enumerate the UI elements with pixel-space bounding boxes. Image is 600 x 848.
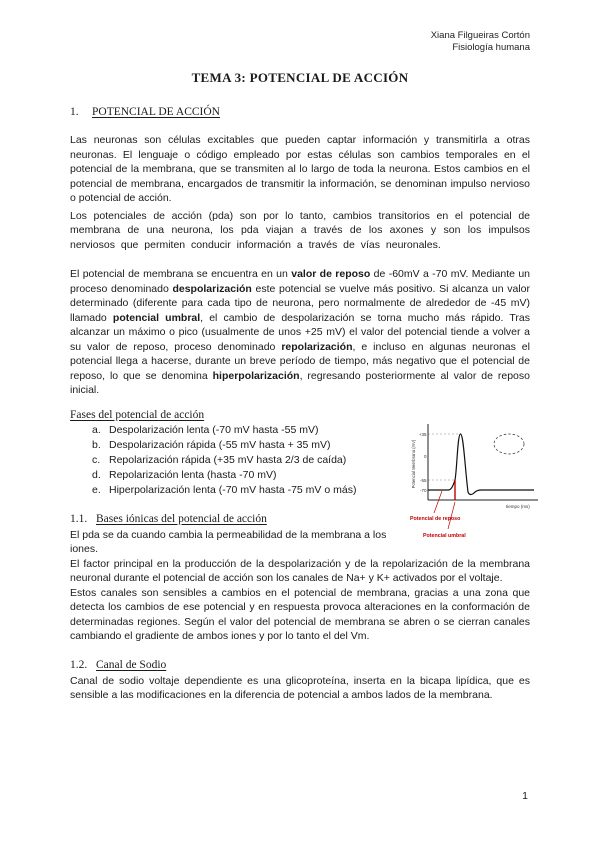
action-potential-figure — [408, 418, 556, 553]
paragraph-sodium-channel: Canal de sodio voltaje dependiente es una glicoproteína, inserta en la bicapa lipídica, que es sensible a las modificaciones en la diferencia de potencial a ambos lados de la membrana. — [70, 674, 530, 701]
list-marker: d. — [92, 468, 101, 481]
dashed-ellipse-annotation — [494, 434, 524, 454]
y-tick-55: -55 — [419, 478, 427, 483]
annotation-potencial-de-reposo: Potencial de reposo — [410, 516, 461, 522]
x-axis-label: tiempo (ms) — [506, 504, 530, 509]
term-repolarizacion: repolarización — [281, 340, 353, 353]
list-marker: a. — [92, 423, 101, 436]
text-run: El potencial de membrana se encuentra en un — [70, 268, 292, 280]
y-axis-label: Potencial Membrana (mV) — [411, 439, 416, 489]
y-tick-70: -70 — [419, 488, 427, 493]
list-item-text: Despolarización rápida (-55 mV hasta + 35 mV) — [109, 438, 331, 451]
reposo-leader-line — [434, 491, 442, 513]
action-potential-chart — [408, 418, 556, 553]
paragraph-channel-sensitivity: Estos canales son sensibles a cambios en el potencial de membrana, gracias a una zona que detecta los cambios de ese potencial y en respuesta provoca alteraciones en la conformación de determinadas regiones. Según el valor del potencial de membrana se abren o se cierran canales cambiando el gradiente de ambos iones y por lo tanto el del Vm. — [70, 586, 530, 642]
document-title: TEMA 3: POTENCIAL DE ACCIÓN — [191, 70, 409, 85]
list-item-text: Hiperpolarización lenta (-70 mV hasta -75 mV o más) — [109, 483, 357, 496]
page-number: 1 — [522, 790, 528, 802]
document-header — [70, 30, 530, 54]
list-marker: e. — [92, 483, 101, 496]
section-1-2-number: 1.2. — [70, 658, 88, 671]
list-item-text: Repolarización rápida (+35 mV hasta 2/3 de caída) — [109, 453, 347, 466]
term-despolarizacion: despolarización — [172, 282, 252, 295]
action-potential-curve — [428, 434, 534, 495]
term-hiperpolarizacion: hiperpolarización — [212, 369, 300, 382]
paragraph-neurons: Las neuronas son células excitables que pueden captar información y transmitirla a otras neuronas. El lenguaje o código empleado por estas células son cambios temporales en el potencial de la membrana, que se transmiten al lo largo de toda la neurona. Estos cambios en el potencial de membrana, encargados de transmitir la información, se denominan impulso nervioso o potencial de acción. — [70, 134, 530, 204]
text-run: , e incluso en algunas neuronas el potencial llega a hacerse, durante un breve período de tiempo, más negativo que el potencial de reposo, lo que se denomina — [70, 340, 530, 382]
text-run: este potencial se vuelve más positivo. Si alcanza un valor determinado (diferente para cada tipo de neurona, pero normalmente de alrededor de -45 mV) llamado — [70, 282, 530, 324]
section-1-2-text: Canal de Sodio — [96, 658, 167, 671]
author-name: Xiana Filgueiras Cortón — [430, 30, 530, 41]
text-run: de -60mV a -70 mV. Mediante un proceso denominado — [70, 268, 530, 295]
list-marker: c. — [92, 453, 101, 466]
text-run: , el cambio de despolarización se torna mucho más rápido. Tras alcanzar un máximo o pico (usualmente de unos +25 mV) el valor del potencial tiende a volver a su valor de reposo, proceso denominado — [70, 311, 530, 353]
y-tick-0: 0 — [423, 454, 427, 459]
section-1-number: 1. — [70, 106, 79, 118]
section-1-heading — [70, 106, 530, 118]
list-marker: b. — [92, 438, 101, 451]
list-item-text: Repolarización lenta (hasta -70 mV) — [109, 468, 277, 481]
text-run: , regresando posteriormente al valor de reposo inicial. — [70, 369, 530, 396]
fases-heading-text: Fases del potencial de acción — [70, 408, 205, 421]
paragraph-pda-definition: Los potenciales de acción (pda) son por lo tanto, cambios transitorios en el potencial de membrana de una neurona, los pda viajan a través de los axones y son los impulsos nerviosos que permiten conducir información a través de vías neuronales. — [70, 209, 530, 251]
paragraph-permeability: El pda se da cuando cambia la permeabilidad de la membrana a los iones. — [70, 528, 387, 555]
paragraph-membrane-potential — [70, 267, 530, 398]
term-valor-de-reposo: valor de reposo — [291, 268, 371, 280]
section-1-1-text: Bases iónicas del potencial de acción — [96, 512, 267, 525]
annotation-potencial-umbral: Potencial umbral — [423, 533, 466, 539]
section-1-1-title — [70, 513, 267, 525]
paragraph-main-factor: El factor principal en la producción de la despolarización y de la repolarización de la membrana neuronal durante el potencial de acción son los canales de Na+ y K+ activados por el voltaje. — [70, 557, 530, 584]
section-1-2-heading — [70, 659, 530, 671]
term-potencial-umbral: potencial umbral — [112, 311, 201, 324]
y-tick-35: +35 — [418, 432, 427, 437]
section-1-2-title — [70, 659, 166, 671]
course-name: Fisiología humana — [452, 42, 530, 53]
section-1-1-number: 1.1. — [70, 512, 88, 525]
section-1-title: POTENCIAL DE ACCIÓN — [92, 106, 220, 118]
list-item-text: Despolarización lenta (-70 mV hasta -55 mV) — [109, 423, 319, 436]
